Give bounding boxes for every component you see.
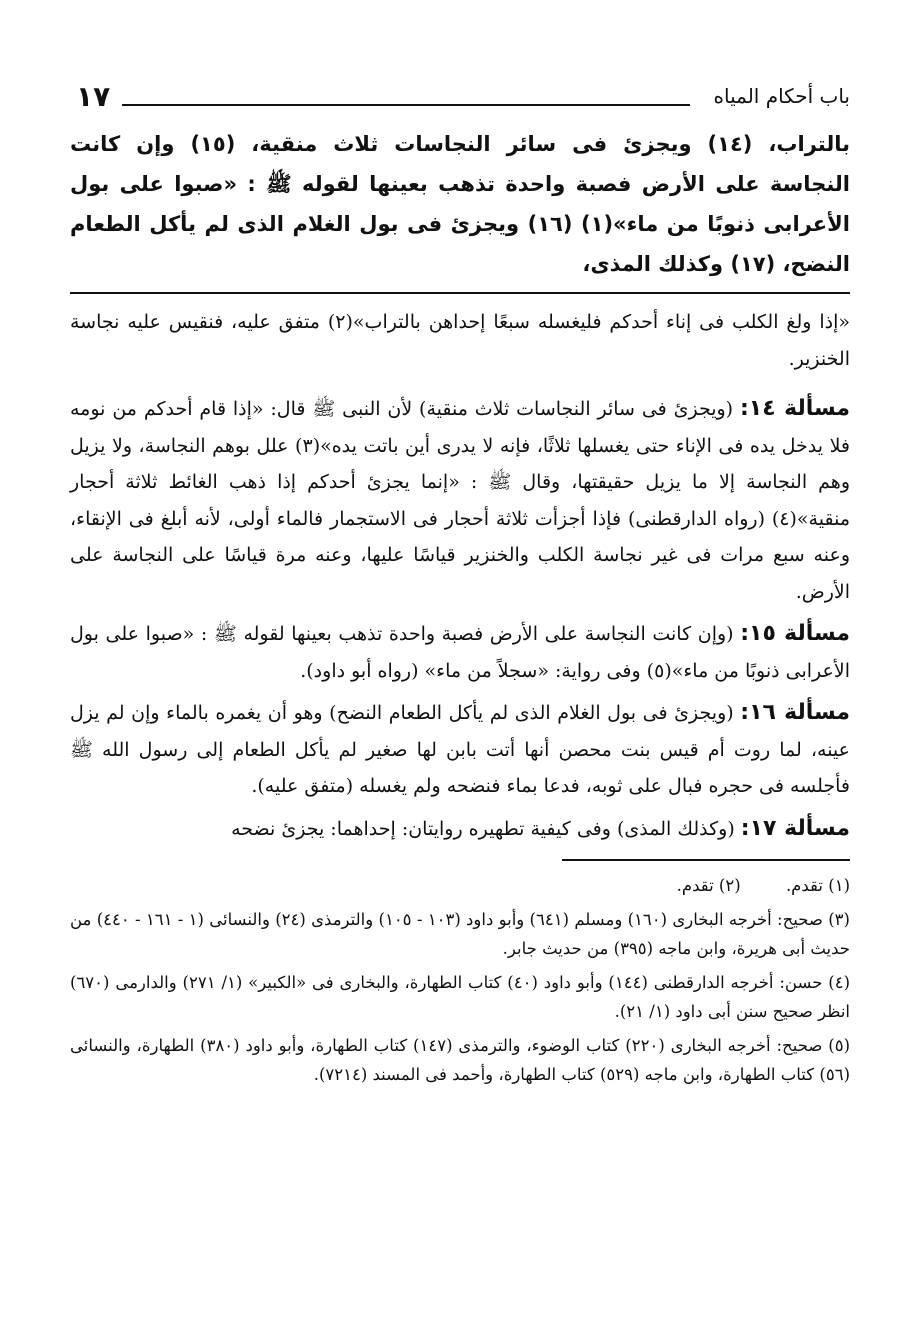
commentary-block xyxy=(70,304,850,847)
masala-label: مسألة ١٤: xyxy=(739,396,851,421)
masala-label: مسألة ١٧: xyxy=(740,815,850,841)
footnote-3: (٣) صحيح: أخرجه البخارى (١٦٠) ومسلم (٦٤١) وأبو داود (١٠٣ - ١٠٥) والترمذى (٢٤) والنسائى (١ - ١٦١ - ٤٤٠) من حديث أبى هريرة، وابن ماجه (٣٩٥) من حديث جابر. xyxy=(70,909,850,958)
masala-label: مسألة ١٥: xyxy=(740,621,851,646)
masala-text: (وكذلك المذى) وفى كيفية تطهيره روايتان: إحداهما: يجزئ نضحه xyxy=(231,817,735,840)
running-title: باب أحكام المياه xyxy=(713,84,850,108)
masala-text: (وإن كانت النجاسة على الأرض فصبة واحدة تذهب بعينها لقوله ﷺ : «صبوا على بول الأعرابى ذنوبًا من ماء»(٥) وفى رواية: «سجلاً من ماء» (رواه أبو داود). xyxy=(70,623,850,682)
masala-label: مسألة ١٦: xyxy=(740,700,851,725)
footnote-1: (١) تقدم. xyxy=(785,876,850,895)
footnote-5: (٥) صحيح: أخرجه البخارى (٢٢٠) كتاب الوضوء، والترمذى (١٤٧) كتاب الطهارة، وأبو داود (٣٨٠) الطهارة، والنسائى (٥٦) كتاب الطهارة، وابن ماجه (٥٢٩) كتاب الطهارة، وأحمد فى المسند (٧٢١٤). xyxy=(70,1035,850,1084)
masala-17 xyxy=(70,811,850,848)
masala-text: (ويجزئ فى بول الغلام الذى لم يأكل الطعام النضح) وهو أن يغمره بالماء وإن لم يزل عينه، لما روت أم قيس بنت محصن أنها أتت بابن لها صغير لم يأكل الطعام إلى رسول الله ﷺ فأجلسه فى حجره فبال على ثوبه، فدعا بماء فنضحه ولم يغسله (متفق عليه). xyxy=(70,702,850,797)
book-page xyxy=(70,82,850,1293)
footnote-separator xyxy=(562,859,850,861)
footnote-1-2 xyxy=(70,871,850,901)
page-header xyxy=(70,82,850,122)
masala-14 xyxy=(70,391,850,610)
masala-text: (ويجزئ فى سائر النجاسات ثلاث منقية) لأن النبى ﷺ قال: «إذا قام أحدكم من نومه فلا يدخل يده فى الإناء حتى يغسلها ثلاثًا، فإنه لا يدرى أين باتت يده»(٣) علل بوهم النجاسة، ولا يزيل وهم النجاسة إلا ما يزيل حقيقتها، وقال ﷺ : «إنما يجزئ أحدكم إذا ذهب الغائط ثلاثة أحجار منقية»(٤) (رواه الدارقطنى) فإذا أجزأت ثلاثة أحجار فى الاستجمار فالماء أولى، لأنه أبلغ فى الإنقاء، وعنه سبع مرات فى غير نجاسة الكلب والخنزير قياسًا عليها، وعنه مرة قياسًا على النجاسة على الأرض. xyxy=(70,398,850,603)
footnotes-block xyxy=(70,871,850,1090)
matn-paragraph: بالتراب، (١٤) ويجزئ فى سائر النجاسات ثلاث منقية، (١٥) وإن كانت النجاسة على الأرض فصبة واحدة تذهب بعينها لقوله ﷺ : «صبوا على بول الأعرابى ذنوبًا من ماء»(١) (١٦) ويجزئ فى بول الغلام الذى لم يأكل الطعام النضح، (١٧) وكذلك المذى، xyxy=(70,132,850,276)
footnote-4: (٤) حسن: أخرجه الدارقطنى (١٤٤) وأبو داود (٤٠) كتاب الطهارة، والبخارى فى «الكبير» (١/ ٢٧١) والدارمى (٦٧٠) انظر صحيح سنن أبى داود (١/ ٢١). xyxy=(70,972,850,1021)
masala-16 xyxy=(70,695,850,805)
page-number: ١٧ xyxy=(76,80,111,113)
commentary-intro: «إذا ولغ الكلب فى إناء أحدكم فليغسله سبعًا إحداهن بالتراب»(٢) متفق عليه، فنقيس عليه نجاسة الخنزير. xyxy=(70,311,850,370)
matn-text-block xyxy=(70,124,850,294)
masala-15 xyxy=(70,616,850,689)
footnote-2: (٢) تقدم. xyxy=(676,876,741,895)
header-rule xyxy=(122,104,690,106)
